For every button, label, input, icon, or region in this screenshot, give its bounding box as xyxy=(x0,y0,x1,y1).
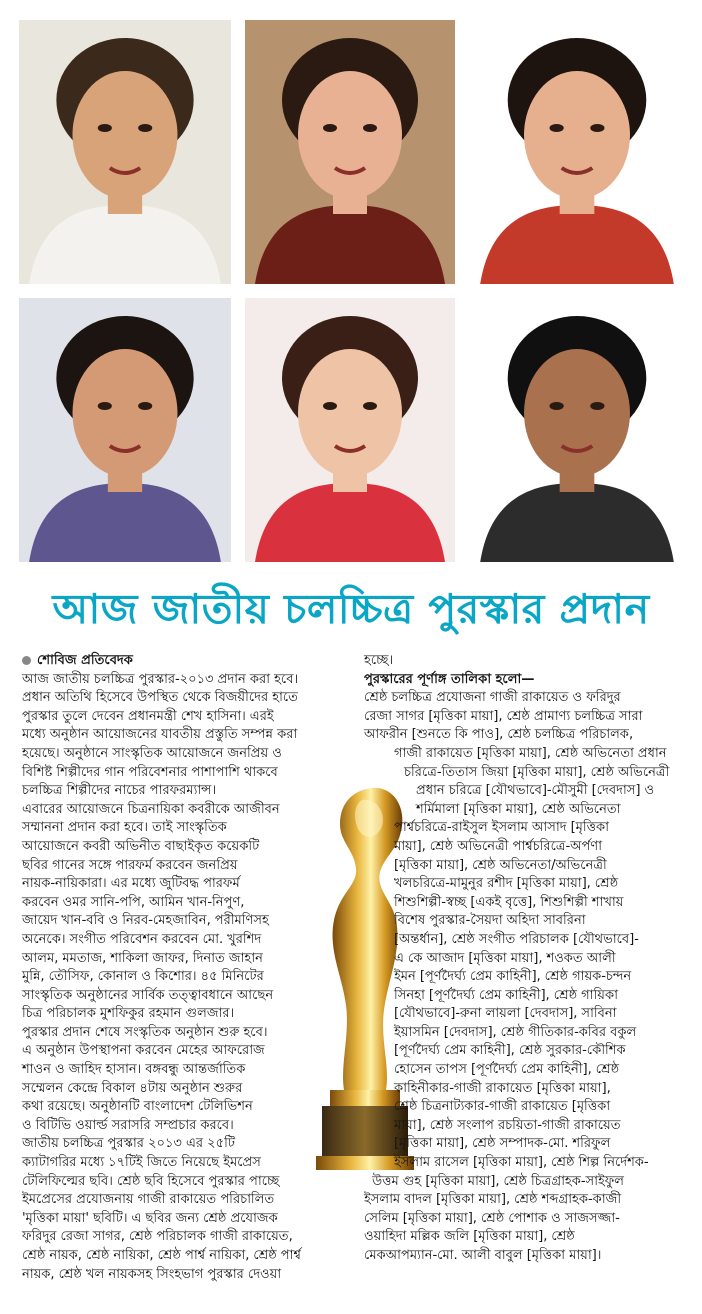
text-line: ফরিদুর রেজা সাগর, শ্রেষ্ঠ পরিচালক গাজী রাকায়েত, xyxy=(22,1229,293,1245)
text-line: ইমপ্রেসের প্রযোজনায় গাজী রাকায়েত পরিচালিত xyxy=(22,1192,275,1208)
byline: শোবিজ প্রতিবেদক xyxy=(22,652,362,671)
bullet-icon xyxy=(22,656,31,665)
photo-woman-red-scarf xyxy=(245,298,455,562)
text-line: শর্মিমালা [মৃত্তিকা মায়া], শ্রেষ্ঠ অভিনেতা xyxy=(416,801,621,817)
photo-woman-bindi xyxy=(470,20,684,284)
text-line: হয়েছে। অনুষ্ঠানে সাংস্কৃতিক আয়োজনে জনপ্রিয় ও xyxy=(22,745,282,761)
text-line: সেলিম [মৃত্তিকা মায়া], শ্রেষ্ঠ পোশাক ও সাজসজ্জা- xyxy=(364,1210,620,1226)
text-line: আফরীন [শুনতে কি পাও], শ্রেষ্ঠ চলচ্চিত্র পরিচালক, xyxy=(364,727,634,743)
text-line: মায়া], শ্রেষ্ঠ অভিনেত্রী পার্শ্বচরিত্রে-অর্পণা xyxy=(394,838,602,854)
text-line: নায়ক-নায়িকারা। এর মধ্যে জুটিবদ্ধ পারফর্ম xyxy=(22,876,240,892)
award-list-heading: পুরস্কারের পূর্ণাঙ্গ তালিকা হলো— xyxy=(364,671,535,687)
text-line: এ অনুষ্ঠান উপস্থাপনা করবেন মেহের আফরোজ xyxy=(22,1043,265,1059)
text-line: আজ জাতীয় চলচ্চিত্র পুরস্কার-২০১৩ প্রদান করা হবে। xyxy=(22,671,299,687)
text-line: মধ্যে অনুষ্ঠান আয়োজনের যাবতীয় প্রস্তুতি সম্পন্ন করা xyxy=(22,727,298,743)
photo-man-bald xyxy=(19,20,231,284)
text-line: শ্রেষ্ঠ নায়ক, শ্রেষ্ঠ নায়িকা, শ্রেষ্ঠ পার্শ্ব নায়িকা, শ্রেষ্ঠ পার্শ্ব xyxy=(22,1248,301,1263)
right-top-lines xyxy=(364,652,694,671)
text-line: রেজা সাগর [মৃত্তিকা মায়া], শ্রেষ্ঠ প্রামাণ্য চলচ্চিত্র সারা xyxy=(364,708,643,724)
text-line: চলচ্চিত্র শিল্পীদের নাচের পারফরম্যান্স। xyxy=(22,783,217,799)
text-line: জায়েদ খান-ববি ও নিরব-মেহজাবিন, পরীমণিসহ xyxy=(22,913,269,929)
text-line: ইয়াসমিন [দেবদাস], শ্রেষ্ঠ গীতিকার-কবির বকুল xyxy=(394,1024,637,1040)
text-line: সাংস্কৃতিক অনুষ্ঠানের সার্বিক তত্ত্বাবধানে আছেন xyxy=(22,987,274,1003)
text-line: শিশুশিল্পী-স্বচ্ছ [একই বৃত্তে], শিশুশিল্পী শাখায় xyxy=(394,894,624,910)
text-line: কাহিনীকার-গাজী রাকায়েত [মৃত্তিকা মায়া], xyxy=(394,1080,611,1096)
article-column-right xyxy=(364,652,694,1266)
text-line: চিত্র পরিচালক মুশফিকুর রহমান গুলজার। xyxy=(22,1006,235,1022)
text-line: অনেকে। সংগীত পরিবেশন করবেন মো. খুরশিদ xyxy=(22,931,262,947)
text-line: ইসলাম রাসেল [মৃত্তিকা মায়া], শ্রেষ্ঠ শিল্প নির্দেশক- xyxy=(394,1155,649,1171)
text-line: টেলিফিল্মের ছবি। শ্রেষ্ঠ ছবি হিসেবে পুরস্কার পাচ্ছে xyxy=(22,1173,280,1189)
photo-woman-red xyxy=(245,20,455,284)
text-line: উত্তম গুহ [মৃত্তিকা মায়া], শ্রেষ্ঠ চিত্রগ্রাহক-সাইফুল xyxy=(372,1173,624,1189)
text-line: হচ্ছে। xyxy=(364,653,394,668)
text-line: ইমন [পূর্ণদৈর্ঘ্য প্রেম কাহিনী], শ্রেষ্ঠ গায়ক-চন্দন xyxy=(394,969,632,985)
text-line: নায়ক, শ্রেষ্ঠ খল নায়কসহ সিংহভাগ পুরস্কার দেওয়া xyxy=(22,1266,282,1282)
text-line: শ্রেষ্ঠ চিত্রনাট্যকার-গাজী রাকায়েত [মৃত্তিকা xyxy=(394,1099,611,1115)
text-line: [মৃত্তিকা মায়া], শ্রেষ্ঠ সম্পাদক-মো. শরিফুল xyxy=(394,1136,611,1152)
left-body xyxy=(22,671,362,1285)
text-line: শ্রেষ্ঠ চলচ্চিত্র প্রযোজনা গাজী রাকায়েত ও ফরিদুর xyxy=(364,690,621,706)
headline: আজ জাতীয় চলচ্চিত্র পুরস্কার প্রদান xyxy=(52,585,650,633)
text-line: করবেন ওমর সানি-পপি, আমিন খান-নিপুণ, xyxy=(22,894,245,910)
text-line: ইসলাম বাদল [মৃত্তিকা মায়া], শ্রেষ্ঠ শব্দগ্রাহক-কাজী xyxy=(364,1192,622,1208)
text-line: খলচরিত্রে-মামুনুর রশীদ [মৃত্তিকা মায়া], শ্রেষ্ঠ xyxy=(394,876,619,892)
text-line: ও বিটিভি ওয়ার্ল্ড সরাসরি সম্প্রচার করবে। xyxy=(22,1117,234,1133)
text-line: [যৌথভাবে]-রুনা লায়লা [দেবদাস], সাবিনা xyxy=(394,1006,617,1022)
text-line: বিশিষ্ট শিল্পীদের গান পরিবেশনার পাশাপাশি থাকবে xyxy=(22,764,278,780)
text-line: মুন্নি, তৌসিফ, কোনাল ও কিশোর। ৪৫ মিনিটের xyxy=(22,969,264,985)
text-line: সিনহা [পূর্ণদৈর্ঘ্য প্রেম কাহিনী], শ্রেষ্ঠ গায়িকা xyxy=(394,987,618,1003)
text-line: পুরস্কার প্রদান শেষে সংস্কৃতিক অনুষ্ঠান শুরু হবে। xyxy=(22,1024,268,1040)
text-line: [পূর্ণদৈর্ঘ্য প্রেম কাহিনী], শ্রেষ্ঠ সুরকার-কৌশিক xyxy=(394,1043,626,1059)
text-line: এবারের আয়োজনে চিত্রনায়িকা কবরীকে আজীবন xyxy=(22,801,280,817)
text-line: পুরস্কার তুলে দেবেন প্রধানমন্ত্রী শেখ হাসিনা। এরই xyxy=(22,708,274,724)
text-line: সম্মেলন কেন্দ্রে বিকাল ৪টায় অনুষ্ঠান শুরুর xyxy=(22,1080,243,1096)
article-column-left xyxy=(22,652,362,1284)
text-line: এ কে আজাদ [মৃত্তিকা মায়া], শওকত আলী xyxy=(394,950,616,966)
photo-man-glasses xyxy=(470,298,684,562)
text-line: প্রধান চরিত্রে [যৌথভাবে]-মৌসুমী [দেবদাস] ও xyxy=(416,783,655,799)
text-line: [মৃত্তিকা মায়া], শ্রেষ্ঠ অভিনেতা/অভিনেত্রী xyxy=(394,857,607,873)
text-line: আয়োজনে কবরী অভিনীত বাছাইকৃত কয়েকটি xyxy=(22,838,260,854)
text-line: ক্যাটাগরির মধ্যে ১৭টিই জিতে নিয়েছে ইমপ্রেস xyxy=(22,1155,261,1171)
text-line: প্রধান অতিথি হিসেবে উপস্থিত থেকে বিজয়ীদের হাতে xyxy=(22,690,298,706)
text-line: চরিত্রে-তিতাস জিয়া [মৃত্তিকা মায়া], শ্রেষ্ঠ অভিনেত্রী xyxy=(404,764,670,780)
text-line: ওয়াহিদা মল্লিক জলি [মৃত্তিকা মায়া], শ্রেষ্ঠ xyxy=(364,1229,575,1245)
text-line: 'মৃত্তিকা মায়া' ছবিটি। এ ছবির জন্য শ্রেষ্ঠ প্রযোজক xyxy=(22,1210,278,1226)
text-line: জাতীয় চলচ্চিত্র পুরস্কার ২০১৩ এর ২৫টি xyxy=(22,1136,235,1152)
text-line: সম্মাননা প্রদান করা হবে। তাই সাংস্কৃতিক xyxy=(22,820,227,836)
text-line: মেকআপম্যান-মো. আলী বাবুল [মৃত্তিকা মায়া]। xyxy=(364,1248,602,1263)
photo-woman-purple xyxy=(19,298,231,562)
text-line: মায়া], শ্রেষ্ঠ সংলাপ রচয়িতা-গাজী রাকায়েত xyxy=(394,1117,621,1133)
text-line: বিশেষ পুরস্কার-সৈয়দা অহিদা সাবরিনা xyxy=(394,913,586,929)
text-line: গাজী রাকায়েত [মৃত্তিকা মায়া], শ্রেষ্ঠ অভিনেতা প্রধান xyxy=(394,745,667,761)
text-line: আলম, মমতাজ, শাকিলা জাফর, দিনাত জাহান xyxy=(22,950,263,966)
text-line: ছবির গানের সঙ্গে পারফর্ম করবেন জনপ্রিয় xyxy=(22,857,238,873)
text-line: শাওন ও জাহিদ হাসান। বঙ্গবন্ধু আন্তর্জাতিক xyxy=(22,1062,246,1078)
text-line: পার্শ্বচরিত্রে-রাইসুল ইসলাম আসাদ [মৃত্তিকা xyxy=(394,820,609,836)
award-list-body xyxy=(364,689,694,1265)
text-line: হোসেন তাপস [পূর্ণদৈর্ঘ্য প্রেম কাহিনী], শ্রেষ্ঠ xyxy=(394,1062,620,1078)
text-line: [অন্তর্ধান], শ্রেষ্ঠ সংগীত পরিচালক [যৌথভাবে]- xyxy=(394,931,639,947)
text-line: কথা রয়েছে। অনুষ্ঠানটি বাংলাদেশ টেলিভিশন xyxy=(22,1099,253,1115)
